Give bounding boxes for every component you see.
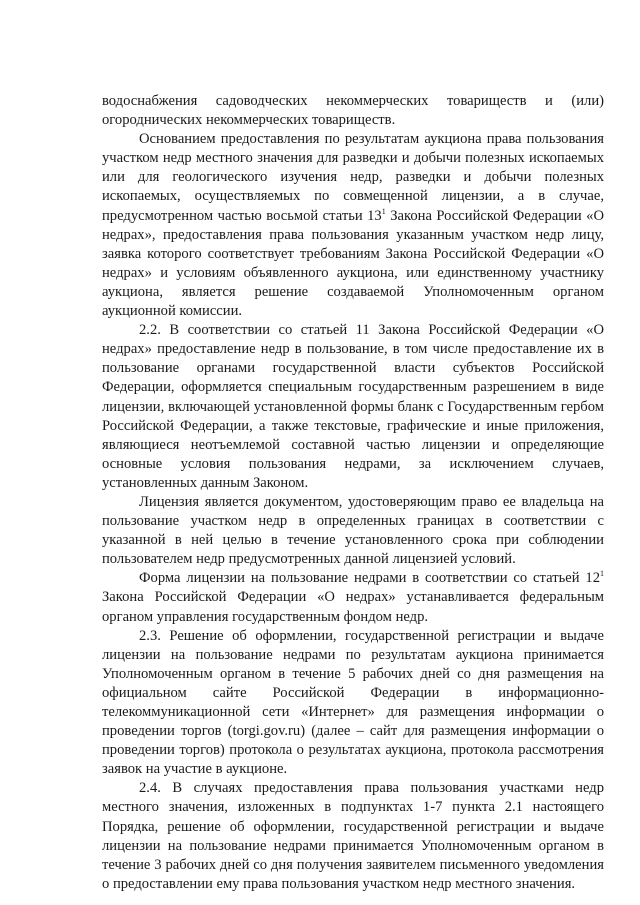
paragraph-text-after: Закона Российской Федерации «О недрах» устанавливается федеральным органом управления государственным фондом недр.	[102, 589, 604, 625]
paragraph-2-4: 2.4. В случаях предоставления права пользования участками недр местного значения, изложенных в подпунктах 1-7 пункта 2.1 настоящего Порядка, решение об оформлении, государственной регистрации и выдаче лицензии на пользование недрами принимается Уполномоченным органом в течение 3 рабочих дней со дня получения заявителем письменного уведомления о предоставлении ему права пользования участком недр местного значения.	[102, 780, 604, 892]
superscript: 1	[600, 569, 604, 579]
paragraph-text: Основанием предоставления по результатам аукциона права пользования участком недр местного значения для разведки и добычи полезных ископаемых или для геологического изучения недр, разведки и добычи полезных ископаемых, осуществляемых по совмещенной лицензии, а в случае, предусмотренном частью восьмой статьи 13	[102, 131, 604, 224]
paragraph-auction-basis	[102, 130, 604, 321]
paragraph-license-definition: Лицензия является документом, удостоверяющим право ее владельца на пользование участком недр в определенных границах в соответствии с указанной в ней целью в течение установленного срока при соблюдении пользователем недр предусмотренных данной лицензией условий.	[102, 493, 604, 568]
superscript: 1	[381, 206, 386, 216]
paragraph-text: Форма лицензии на пользование недрами в соответствии со статьей 12	[139, 570, 600, 587]
paragraph-2-3: 2.3. Решение об оформлении, государственной регистрации и выдаче лицензии на пользование недрами по результатам аукциона принимается Уполномоченным органом в течение 5 рабочих дней со дня размещения на официальном сайте Российской Федерации в информационно-телекоммуникационной сети «Интернет» для размещения информации о проведении торгов (torgi.gov.ru) (далее – сайт для размещения информации о проведении торгов) протокола о результатах аукциона, протокола рассмотрения заявок на участие в аукционе.	[102, 627, 604, 778]
paragraph-license-form	[102, 569, 604, 626]
paragraph-2-2: 2.2. В соответствии со статьей 11 Закона Российской Федерации «О недрах» предоставление недр в пользование, в том числе предоставление их в пользование органами государственной власти субъектов Российской Федерации, оформляется специальным государственным разрешением в виде лицензии, включающей установленной формы бланк с Государственным гербом Российской Федерации, а также текстовые, графические и иные приложения, являющиеся неотъемлемой составной частью лицензии и определяющие основные условия пользования недрами, за исключением случаев, установленных данным Законом.	[102, 322, 604, 491]
paragraph-continuation: водоснабжения садоводческих некоммерческих товариществ и (или) огороднических некоммерческих товариществ.	[102, 93, 604, 129]
paragraph-text-after: Закона Российской Федерации «О недрах», предоставления права пользования указанным участком недр лицу, заявка которого соответствует требованиям Закона Российской Федерации «О недрах» и условиям объявленного аукциона, или единственному участнику аукциона, является решение создаваемой Уполномоченным органом аукционной комиссии.	[102, 207, 604, 320]
